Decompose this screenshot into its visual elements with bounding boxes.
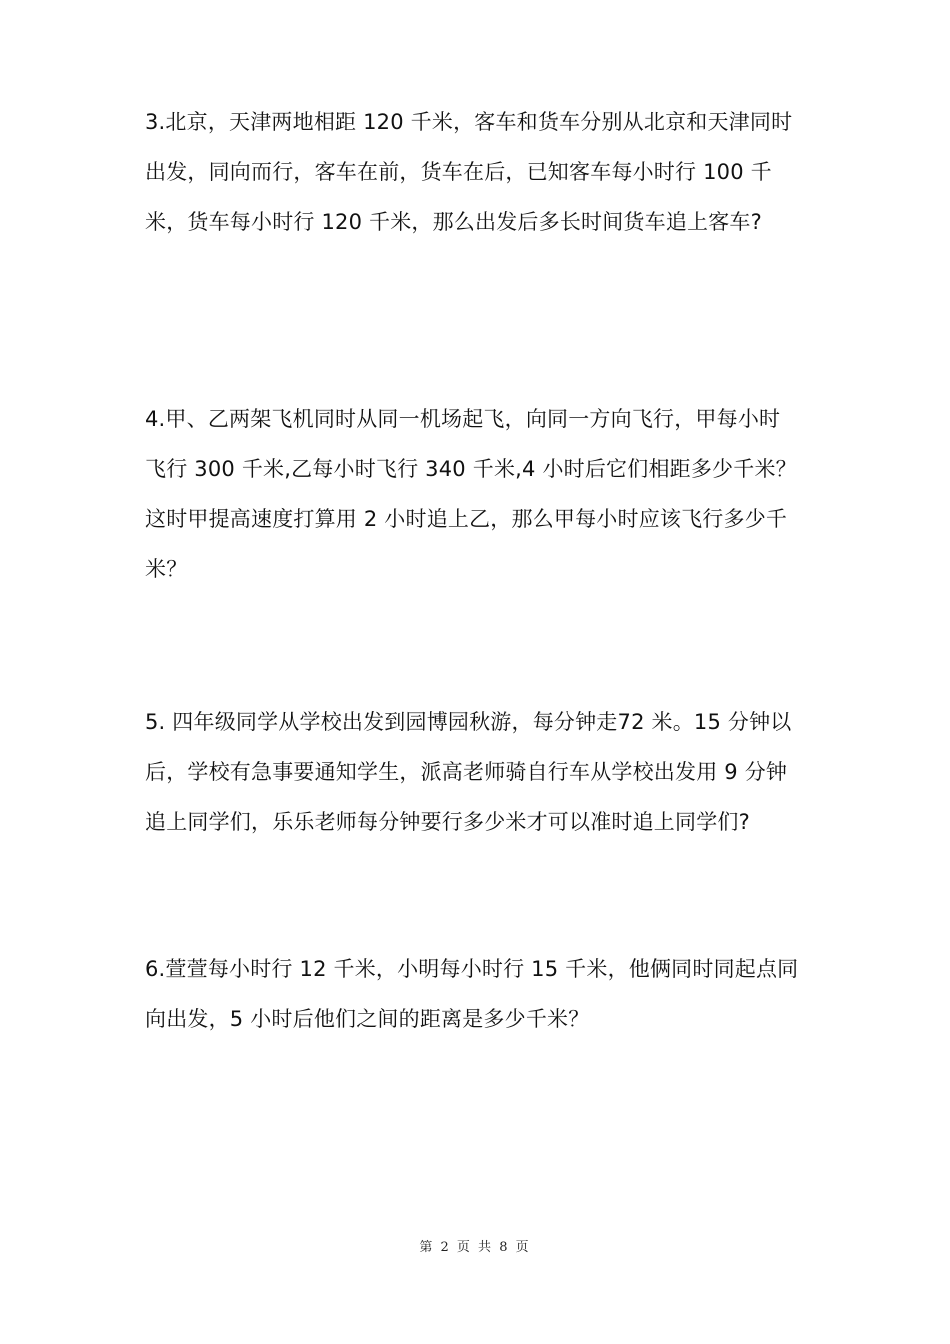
problem-3-line-2: 出发，同向而行，客车在前，货车在后，已知客车每小时行 100 千: [145, 160, 772, 184]
page-number-footer: 第 2 页 共 8 页: [419, 1240, 531, 1255]
problem-4: [145, 394, 815, 594]
problem-4-line-2: 飞行 300 千米,乙每小时飞行 340 千米,4 小时后它们相距多少千米？: [145, 457, 797, 481]
problem-4-line-3: 这时甲提高速度打算用 2 小时追上乙，那么甲每小时应该飞行多少千: [145, 507, 788, 531]
problem-5-line-3: 追上同学们，乐乐老师每分钟要行多少米才可以准时追上同学们?: [145, 810, 750, 834]
problem-3-line-3: 米，货车每小时行 120 千米，那么出发后多长时间货车追上客车?: [145, 210, 762, 234]
problem-3: [145, 97, 815, 247]
problem-5-line-2: 后，学校有急事要通知学生，派高老师骑自行车从学校出发用 9 分钟: [145, 760, 788, 784]
problem-5: [145, 697, 815, 847]
problem-6: [145, 944, 815, 1044]
problem-6-line-1: 6.萱萱每小时行 12 千米，小明每小时行 15 千米，他俩同时同起点同: [145, 957, 799, 981]
problem-6-line-2: 向出发，5 小时后他们之间的距离是多少千米？: [145, 1007, 590, 1031]
problem-4-line-1: 4.甲、乙两架飞机同时从同一机场起飞，向同一方向飞行，甲每小时: [145, 407, 781, 431]
problem-3-line-1: 3.北京，天津两地相距 120 千米，客车和货车分别从北京和天津同时: [145, 110, 793, 134]
problem-5-line-1: 5. 四年级同学从学校出发到园博园秋游，每分钟走72 米。15 分钟以: [145, 710, 792, 734]
problem-4-line-4: 米？: [145, 557, 188, 581]
